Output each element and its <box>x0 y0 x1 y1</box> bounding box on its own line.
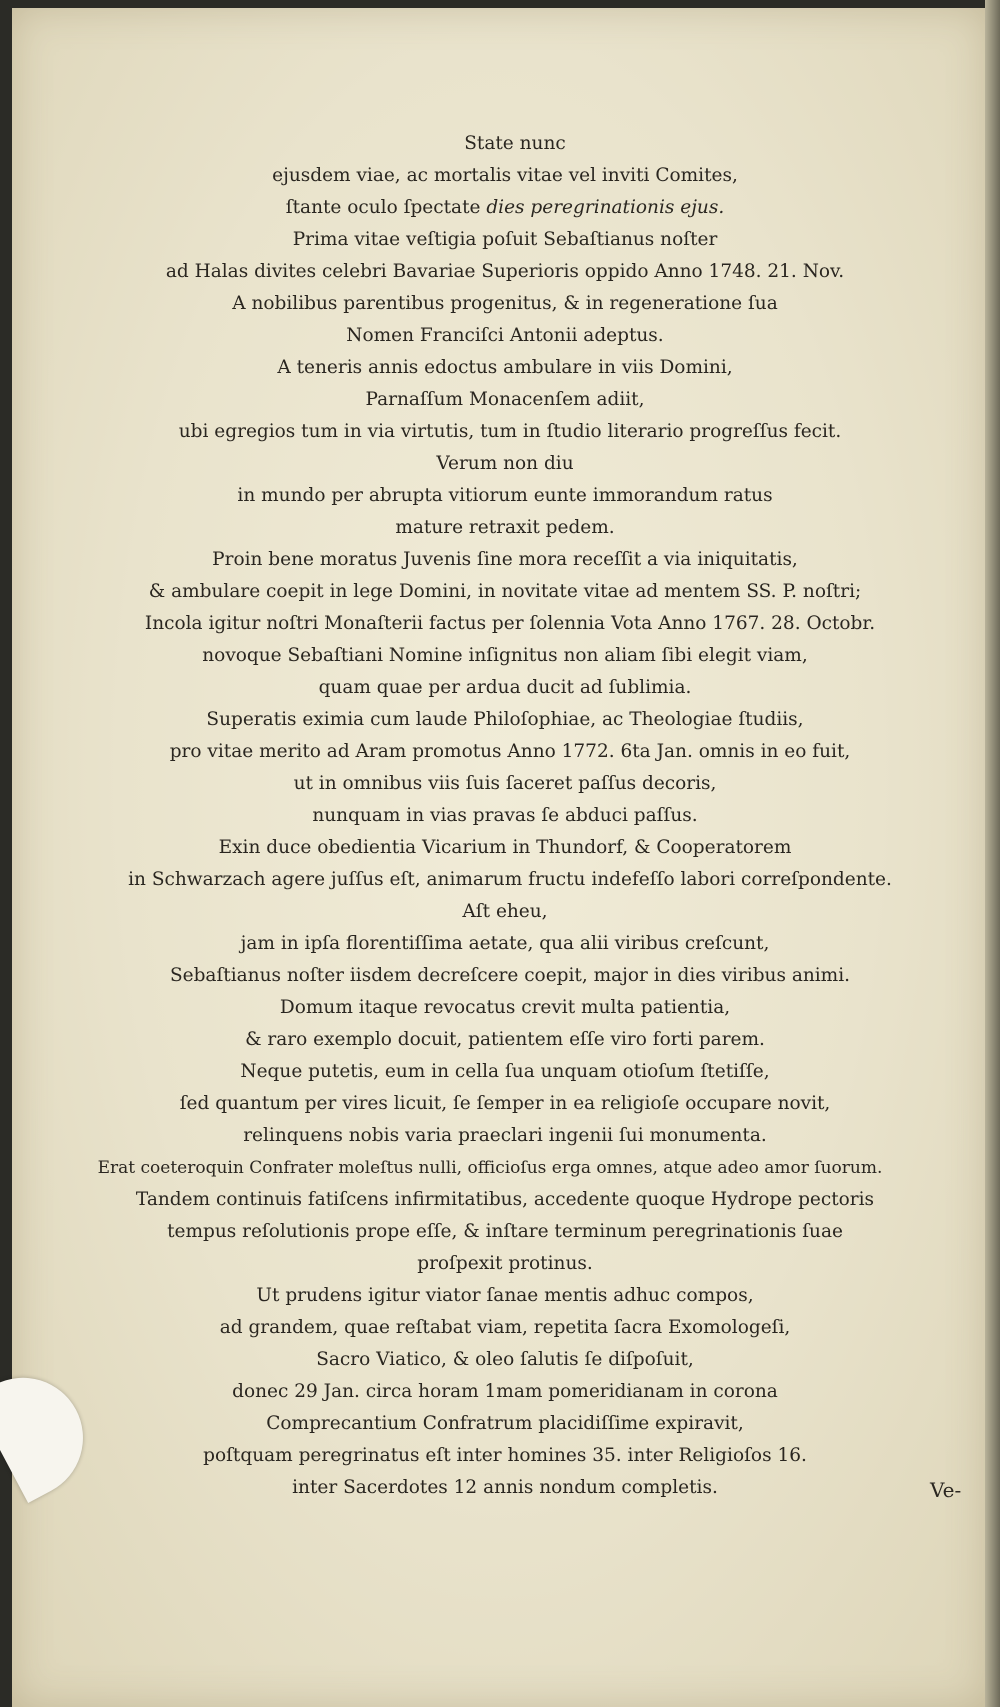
text-line: Proin bene moratus Juvenis ſine mora receſſit a via iniquitatis, <box>212 549 798 570</box>
text-line: ad grandem, quae reſtabat viam, repetita ſacra Exomologeſi, <box>219 1317 791 1338</box>
text-line: ut in omnibus viis ſuis ſaceret paſſus decoris, <box>293 773 717 794</box>
text-line: inter Sacerdotes 12 annis nondum completis. <box>292 1477 718 1498</box>
text-line: Sacro Viatico, & oleo ſalutis ſe diſpoſuit, <box>316 1349 694 1370</box>
text-line: poſtquam peregrinatus eſt inter homines 35. inter Religioſos 16. <box>203 1445 807 1466</box>
text-line: Ut prudens igitur viator ſanae mentis adhuc compos, <box>256 1285 754 1306</box>
heading-line: State nunc <box>464 133 566 154</box>
document-body <box>97 128 960 1504</box>
text-line: & ambulare coepit in lege Domini, in novitate vitae ad mentem SS. P. noſtri; <box>148 581 862 602</box>
text-line-italic: dies peregrinationis ejus. <box>486 197 725 218</box>
text-line: Tandem continuis fatiſcens infirmitatibus, accedente quoque Hydrope pectoris <box>135 1189 875 1210</box>
text-line: in mundo per abrupta vitiorum eunte immorandum ratus <box>237 485 773 506</box>
text-line: Exin duce obedientia Vicarium in Thundorf, & Cooperatorem <box>218 837 792 858</box>
text-line: A nobilibus parentibus progenitus, & in regeneratione ſua <box>232 293 778 314</box>
text-line: Neque putetis, eum in cella ſua unquam otioſum ſtetiſſe, <box>240 1061 770 1082</box>
text-line: A teneris annis edoctus ambulare in viis Domini, <box>277 357 733 378</box>
text-line: Sebaſtianus noſter iisdem decreſcere coepit, major in dies viribus animi. <box>169 965 851 986</box>
text-line: Verum non diu <box>436 453 574 474</box>
text-line: tempus reſolutionis prope eſſe, & inſtare terminum peregrinationis ſuae <box>167 1221 843 1242</box>
text-line <box>50 192 960 224</box>
text-line: donec 29 Jan. circa horam 1mam pomeridianam in corona <box>232 1381 778 1402</box>
text-line: Nomen Franciſci Antonii adeptus. <box>346 325 664 346</box>
text-line: ubi egregios tum in via virtutis, tum in ſtudio literario progreſſus fecit. <box>178 421 842 442</box>
text-line: quam quae per ardua ducit ad ſublimia. <box>318 677 692 698</box>
text-line: in Schwarzach agere juſſus eſt, animarum fructu indefeſſo labori correſpondente. <box>128 869 892 890</box>
text-line: Domum itaque revocatus crevit multa patientia, <box>279 997 731 1018</box>
text-line: ad Halas divites celebri Bavariae Superioris oppido Anno 1748. 21. Nov. <box>165 261 845 282</box>
text-line: novoque Sebaſtiani Nomine inſignitus non aliam ſibi elegit viam, <box>202 645 808 666</box>
text-line: Incola igitur noſtri Monaſterii factus per ſolennia Vota Anno 1767. 28. Octobr. <box>144 613 876 634</box>
page-edge-shadow <box>985 0 1000 1707</box>
text-line-roman: ſtante oculo ſpectate <box>285 197 487 218</box>
text-line: nunquam in vias pravas ſe abduci paſſus. <box>312 805 698 826</box>
text-line: relinquens nobis varia praeclari ingenii ſui monumenta. <box>243 1125 767 1146</box>
text-line: proſpexit protinus. <box>417 1253 593 1274</box>
text-line: Aſt eheu, <box>462 901 548 922</box>
text-line: & raro exemplo docuit, patientem eſſe viro forti parem. <box>245 1029 765 1050</box>
text-line: Prima vitae veſtigia poſuit Sebaſtianus noſter <box>292 229 718 250</box>
text-line: ejusdem viae, ac mortalis vitae vel inviti Comites, <box>272 165 738 186</box>
text-line: Comprecantium Confratrum placidiſſime expiravit, <box>266 1413 744 1434</box>
text-line: pro vitae merito ad Aram promotus Anno 1772. 6ta Jan. omnis in eo fuit, <box>169 741 851 762</box>
text-line: jam in ipſa florentiſſima aetate, qua alii viribus creſcunt, <box>240 933 770 954</box>
catchword: Ve- <box>930 1478 962 1502</box>
text-line: Superatis eximia cum laude Philoſophiae, ac Theologiae ſtudiis, <box>206 709 804 730</box>
text-line: Erat coeteroquin Confrater moleſtus nulli, officioſus erga omnes, atque adeo amor ſuorum. <box>97 1158 883 1178</box>
text-line: mature retraxit pedem. <box>395 517 615 538</box>
text-line: ſed quantum per vires licuit, ſe ſemper in ea religioſe occupare novit, <box>179 1093 831 1114</box>
text-line: Parnaſſum Monacenſem adiit, <box>365 389 645 410</box>
